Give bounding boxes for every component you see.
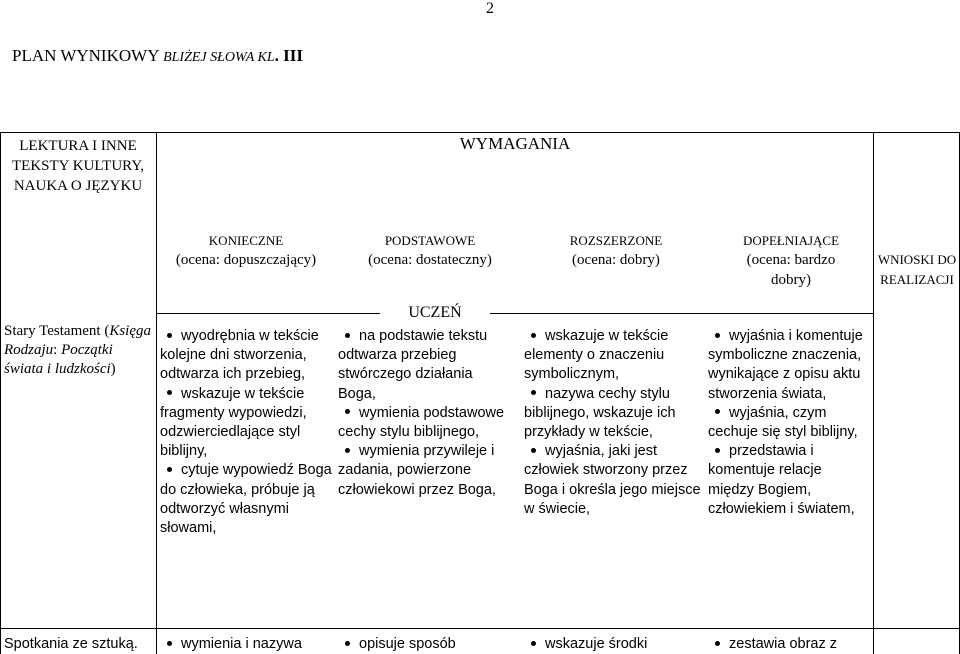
row1-podstawowe — [338, 327, 510, 500]
list-item-text: wyjaśnia, czym cechuje się styl biblijny, — [708, 404, 858, 441]
bullet-icon — [715, 409, 720, 414]
list-item — [338, 327, 510, 404]
topic-stary-testament: Stary Testament (Księga Rodzaju: Początki świata i ludzkości) — [4, 323, 151, 378]
level-name: ROZSZERZONE — [569, 233, 663, 248]
list-item-text: cytuje wypowiedź Boga do człowieka, próbuje ją odtworzyć własnymi słowami, — [160, 462, 332, 537]
list-item-text: wyodrębnia w tekście kolejne dni stworzenia, odtwarza ich przebieg, — [160, 328, 319, 383]
list-item-text: przedstawia i komentuje relacje między Bogiem, człowiekiem i światem, — [708, 443, 855, 517]
list-item-text: wymienia i nazywa — [181, 636, 302, 652]
col-divider-wnioski — [873, 132, 874, 654]
level-header-dopelniajace — [710, 232, 872, 290]
bullet-icon — [167, 333, 172, 338]
list-item — [160, 327, 332, 385]
table-top-border — [0, 132, 960, 133]
bullet-icon — [167, 390, 172, 395]
uczen-label: UCZEŃ — [380, 303, 490, 323]
level-name: DOPEŁNIAJĄCE — [742, 233, 840, 248]
list-item — [708, 404, 870, 442]
list-item-text: wyjaśnia i komentuje symboliczne znaczenia, wynikające z opisu aktu stworzenia świata, — [708, 328, 863, 402]
row1-dopelniajace — [708, 327, 870, 519]
column-header-lektura: LEKTURA I INNE TEKSTY KULTURY, NAUKA O JĘZYKU — [12, 138, 144, 194]
list-item — [160, 385, 332, 462]
title-part-1: PLAN WYNIKOWY — [12, 46, 164, 65]
row1-konieczne — [160, 327, 332, 538]
bullet-icon — [715, 333, 720, 338]
list-item — [338, 442, 510, 500]
bullet-icon — [345, 641, 350, 646]
list-item-text: opisuje sposób — [359, 636, 456, 652]
level-grade: (ocena: bardzo dobry) — [746, 252, 836, 288]
topic-part-italic: Początki świata i ludzkości — [4, 342, 113, 378]
table-left-border — [0, 132, 1, 654]
topic-spotkania: Spotkania ze sztuką. — [4, 636, 138, 652]
topic-part-italic: Księga Rodzaju — [4, 323, 151, 359]
list-item-text: zestawia obraz z — [729, 636, 837, 652]
header-separator — [156, 313, 874, 314]
row2-dopelniajace — [708, 635, 870, 654]
topic-part: Stary Testament ( — [4, 323, 110, 339]
list-item-text: na podstawie tekstu odtwarza przebieg stwórczego działania Boga, — [338, 328, 488, 402]
level-name: KONIECZNE — [208, 233, 284, 248]
title-part-3: . III — [274, 46, 304, 65]
bullet-icon — [531, 641, 536, 646]
row2-konieczne — [160, 635, 332, 654]
wnioski-header: WNIOSKI DO REALIZACJI — [877, 252, 957, 287]
bullet-icon — [345, 448, 350, 453]
title-part-2: BLIŻEJ SŁOWA KL — [163, 50, 275, 65]
level-header-konieczne — [162, 232, 330, 270]
list-item-text: wskazuje w tekście elementy o znaczeniu symbolicznym, — [524, 328, 669, 383]
row-separator — [0, 628, 960, 629]
list-item — [524, 385, 704, 443]
bullet-icon — [345, 409, 350, 414]
list-item-text: wskazuje w tekście fragmenty wypowiedzi, odzwierciedlające styl biblijny, — [160, 385, 307, 460]
row2-podstawowe — [338, 635, 510, 654]
list-item-text: wskazuje środki — [545, 636, 648, 652]
col-divider-1 — [156, 132, 157, 654]
list-item — [708, 442, 870, 519]
bullet-icon — [715, 641, 720, 646]
level-header-podstawowe — [340, 232, 520, 270]
bullet-icon — [531, 333, 536, 338]
bullet-icon — [167, 641, 172, 646]
list-item — [338, 404, 510, 442]
bullet-icon — [715, 448, 720, 453]
level-grade: (ocena: dobry) — [572, 252, 660, 268]
row2-rozszerzone — [524, 635, 704, 654]
list-item — [708, 327, 870, 404]
list-item-text: wyjaśnia, jaki jest człowiek stworzony przez Boga i określa jego miejsce w świecie, — [524, 443, 701, 517]
row1-rozszerzone — [524, 327, 704, 519]
bullet-icon — [345, 333, 350, 338]
list-item-text: wymienia przywileje i zadania, powierzone człowiekowi przez Boga, — [338, 443, 496, 498]
wymagania-header: WYMAGANIA — [459, 134, 571, 153]
list-item-text: nazywa cechy stylu biblijnego, wskazuje ich przykłady w tekście, — [524, 385, 676, 441]
level-name: PODSTAWOWE — [384, 233, 476, 248]
list-item — [524, 442, 704, 519]
level-header-rozszerzone — [526, 232, 706, 270]
bullet-icon — [531, 390, 536, 395]
topic-part: : — [53, 342, 62, 359]
list-item-text: wymienia podstawowe cechy stylu biblijnego, — [338, 404, 505, 441]
level-grade: (ocena: dostateczny) — [368, 252, 492, 268]
bullet-icon — [167, 467, 172, 472]
list-item — [160, 461, 332, 538]
list-item — [524, 327, 704, 385]
level-grade: (ocena: dopuszczający) — [175, 252, 317, 268]
page-number: 2 — [486, 0, 494, 17]
bullet-icon — [531, 448, 536, 453]
